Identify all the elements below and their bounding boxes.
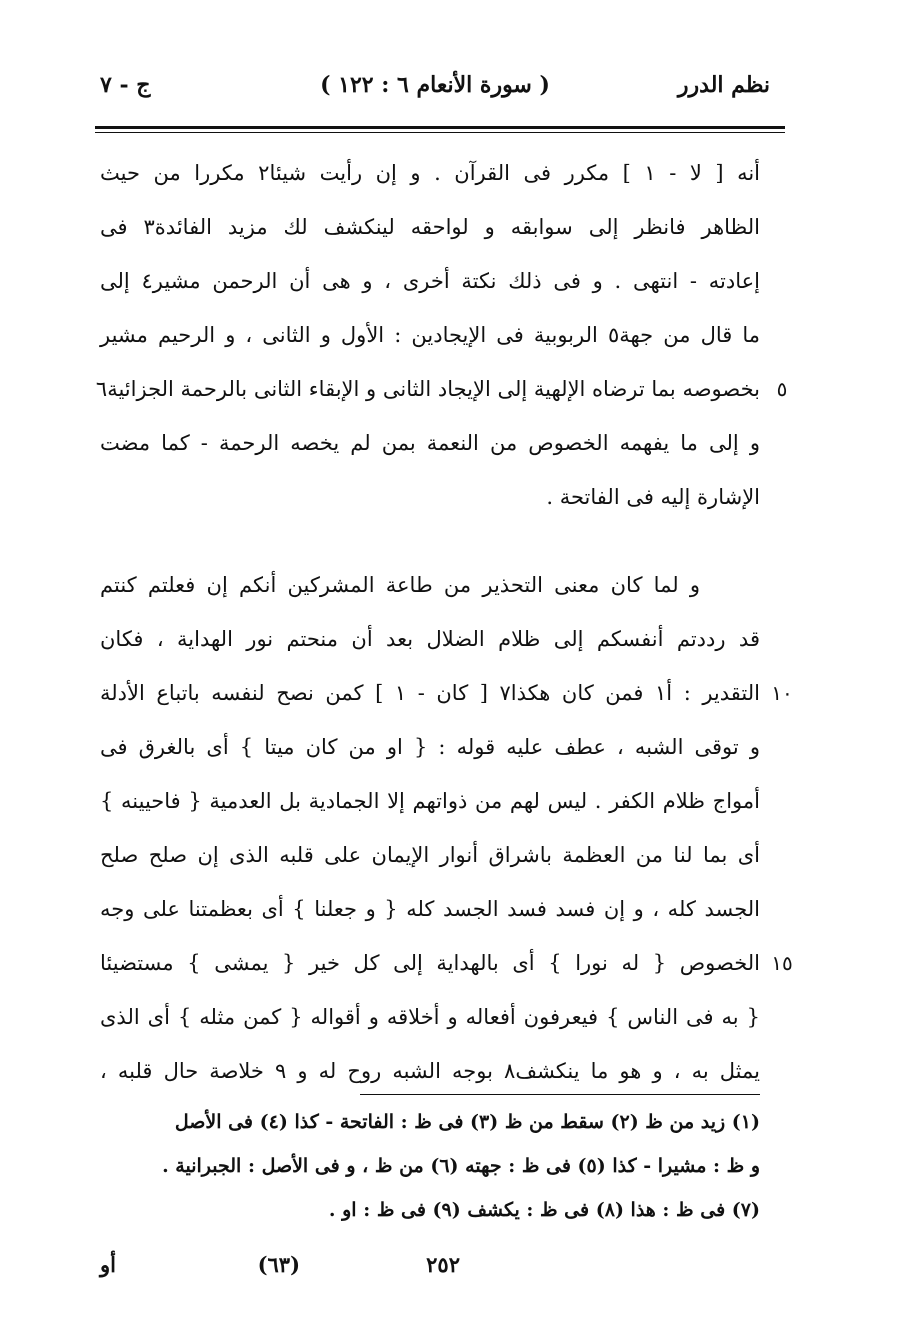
text-line: و توقى الشبه ، عطف عليه قوله : { او من كان ميتا } أى بالغرق فى <box>100 735 760 759</box>
line-number-15: ١٥ <box>771 951 793 975</box>
text-line: قد رددتم أنفسكم إلى ظلام الضلال بعد أن منحتم نور الهداية ، فكان <box>100 627 760 651</box>
juz-marker: (٦٣) <box>257 1252 300 1277</box>
footnote-line: (١) زيد من ظ (٢) سقط من ظ (٣) فى ظ : الفاتحة - كذا (٤) فى الأصل <box>174 1111 760 1133</box>
text-line: أمواج ظلام الكفر . ليس لهم من ذواتهم إلا الجمادية بل العدمية { فاحيينه } <box>100 789 760 813</box>
text-line: التقدير : أ١ فمن كان هكذا٧ [ كان - ١ ] كمن نصح لنفسه باتباع الأدلة <box>100 681 760 705</box>
page-number: ٢٥٢ <box>426 1252 460 1277</box>
line-number-5: ٥ <box>776 377 788 401</box>
text-line: إعادته - انتهى . و فى ذلك نكتة أخرى ، و هى أن الرحمن مشير٤ إلى <box>100 269 760 293</box>
text-line: الإشارة إليه فى الفاتحة . <box>546 485 760 509</box>
footnote-line: و ظ : مشيرا - كذا (٥) فى ظ : جهته (٦) من ظ ، و فى الأصل : الجبرانية . <box>162 1155 760 1177</box>
text-line: الجسد كله ، و إن فسد فسد الجسد كله { و جعلنا } أى بعظمتنا على وجه <box>100 897 760 921</box>
header-rule-thin <box>95 132 785 133</box>
text-line: و لما كان معنى التحذير من طاعة المشركين أنكم إن فعلتم كنتم <box>100 573 700 597</box>
surah-reference: ( سورة الأنعام ٦ : ١٢٢ ) <box>320 72 550 98</box>
catchword: أو <box>100 1252 116 1277</box>
volume-label: ج - ٧ <box>100 72 151 98</box>
footnotes <box>100 1100 760 1232</box>
text-line: و إلى ما يفهمه الخصوص من النعمة بمن لم يخصه الرحمة - كما مضت <box>100 431 760 455</box>
text-line: الظاهر فانظر إلى سوابقه و لواحقه لينكشف لك مزيد الفائدة٣ فى <box>100 215 760 239</box>
text-line: الخصوص { له نورا } أى بالهداية إلى كل خير { يمشى } مستضيئا <box>100 951 760 975</box>
text-line: بخصوصه بما ترضاه الإلهية إلى الإيجاد الثانى و الإبقاء الثانى بالرحمة الجزائية٦ <box>95 377 760 401</box>
page-footer <box>100 1252 760 1292</box>
text-line: أنه [ لا - ١ ] مكرر فى القرآن . و إن رأيت شيئا٢ مكررا من حيث <box>100 161 761 185</box>
text-line: أى بما لنا من العظمة باشراق أنوار الإيمان على قلبه الذى إن صلح صلح <box>100 843 760 867</box>
text-line: ما قال من جهة٥ الربوبية فى الإيجادين : الأول و الثانى ، و الرحيم مشير <box>100 323 760 347</box>
line-number-10: ١٠ <box>771 681 793 705</box>
book-title: نظم الدرر <box>677 72 770 98</box>
running-header <box>100 72 770 116</box>
main-text <box>95 146 761 1098</box>
header-rule <box>95 126 785 129</box>
text-line: يمثل به ، و هو ما ينكشف٨ بوجه الشبه روح له و ٩ خلاصة حال قلبه ، <box>100 1059 761 1083</box>
footnote-rule <box>360 1094 760 1095</box>
text-line: { به فى الناس } فيعرفون أفعاله و أخلاقه و أقواله { كمن مثله } أى الذى <box>100 1005 760 1029</box>
footnote-line: (٧) فى ظ : هذا (٨) فى ظ : يكشف (٩) فى ظ : او . <box>328 1199 760 1221</box>
